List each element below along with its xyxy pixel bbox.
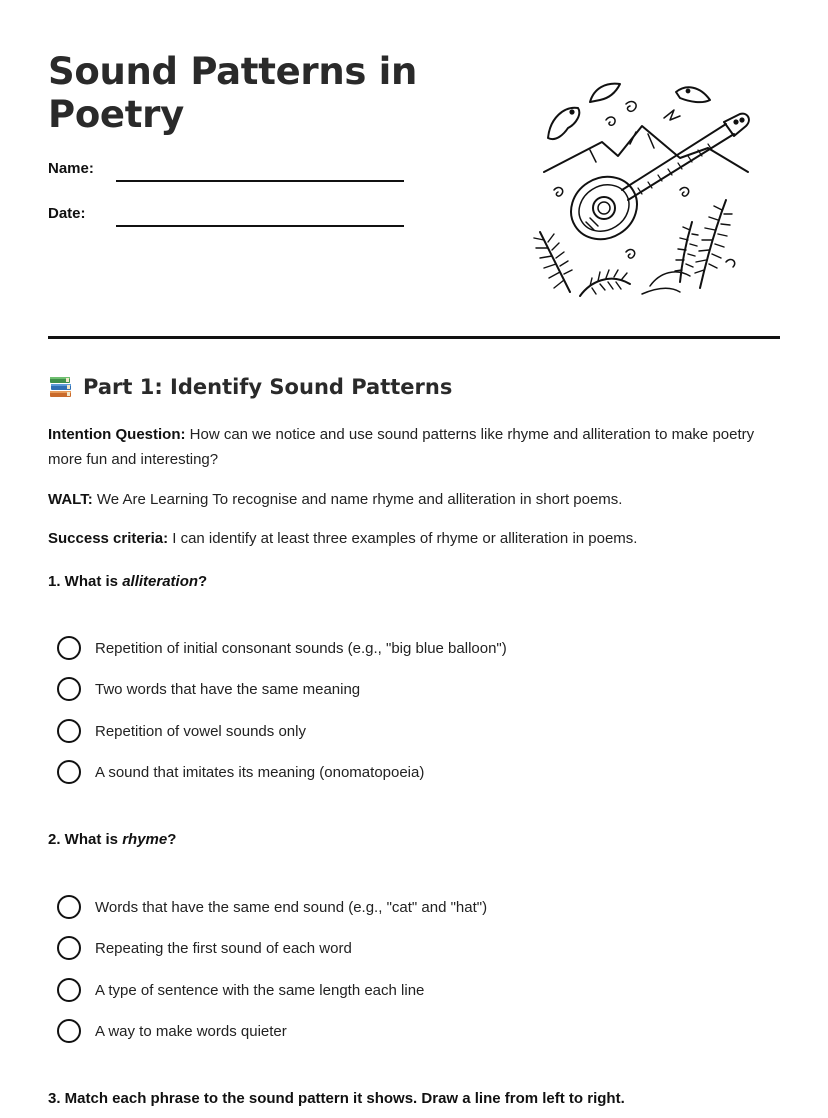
books-icon: [48, 374, 74, 400]
radio-button[interactable]: [57, 895, 81, 919]
question-2: [48, 831, 176, 848]
option-label: A way to make words quieter: [95, 1022, 287, 1040]
date-write-line[interactable]: [116, 225, 404, 227]
page-title: Sound Patterns in Poetry: [48, 50, 418, 136]
walt-statement: [48, 487, 783, 512]
q2-option-3[interactable]: [57, 977, 424, 1003]
radio-button[interactable]: [57, 978, 81, 1002]
q1-option-1[interactable]: [57, 635, 507, 661]
q1-option-4[interactable]: [57, 759, 424, 785]
q2-option-1[interactable]: [57, 894, 487, 920]
walt-label: WALT:: [48, 491, 93, 508]
name-field: [48, 160, 408, 184]
part1-heading-text: Part 1: Identify Sound Patterns: [83, 375, 453, 399]
q2-option-2[interactable]: [57, 935, 352, 961]
question-1-prefix: 1. What is: [48, 573, 123, 590]
date-field: [48, 205, 408, 229]
option-label: A sound that imitates its meaning (onomatopoeia): [95, 763, 425, 781]
date-label: Date:: [48, 205, 86, 222]
option-label: A type of sentence with the same length each line: [95, 981, 425, 999]
success-text: I can identify at least three examples of rhyme or alliteration in poems.: [168, 530, 638, 547]
option-label: Repetition of vowel sounds only: [95, 722, 306, 740]
option-label: Repetition of initial consonant sounds (e.g., "big blue balloon"): [95, 639, 507, 657]
radio-button[interactable]: [57, 936, 81, 960]
question-2-term: rhyme: [122, 831, 168, 848]
intention-label: Intention Question:: [48, 426, 186, 443]
question-3: 3. Match each phrase to the sound pattern it shows. Draw a line from left to right.: [48, 1090, 625, 1107]
radio-button[interactable]: [57, 636, 81, 660]
question-2-suffix: ?: [167, 831, 177, 848]
name-write-line[interactable]: [116, 180, 404, 182]
question-1-term: alliteration: [122, 573, 199, 590]
guitar-illustration: [530, 72, 752, 298]
q1-option-2[interactable]: [57, 676, 360, 702]
success-criteria: [48, 526, 783, 551]
option-label: Two words that have the same meaning: [95, 680, 361, 698]
radio-button[interactable]: [57, 760, 81, 784]
option-label: Words that have the same end sound (e.g., "cat" and "hat"): [95, 898, 488, 916]
intention-text: How can we notice and use sound patterns like rhyme and alliteration to make poetry more fun and interesting?: [48, 426, 755, 468]
part1-heading: [48, 374, 452, 400]
q2-option-4[interactable]: [57, 1018, 287, 1044]
walt-text: We Are Learning To recognise and name rhyme and alliteration in short poems.: [92, 491, 623, 508]
question-1: [48, 573, 207, 590]
intention-question: [48, 422, 783, 472]
radio-button[interactable]: [57, 719, 81, 743]
success-label: Success criteria:: [48, 530, 169, 547]
q1-option-3[interactable]: [57, 718, 306, 744]
question-2-prefix: 2. What is: [48, 831, 123, 848]
section-divider: [48, 336, 780, 339]
radio-button[interactable]: [57, 1019, 81, 1043]
name-label: Name:: [48, 160, 94, 177]
question-1-suffix: ?: [198, 573, 208, 590]
option-label: Repeating the first sound of each word: [95, 939, 352, 957]
radio-button[interactable]: [57, 677, 81, 701]
